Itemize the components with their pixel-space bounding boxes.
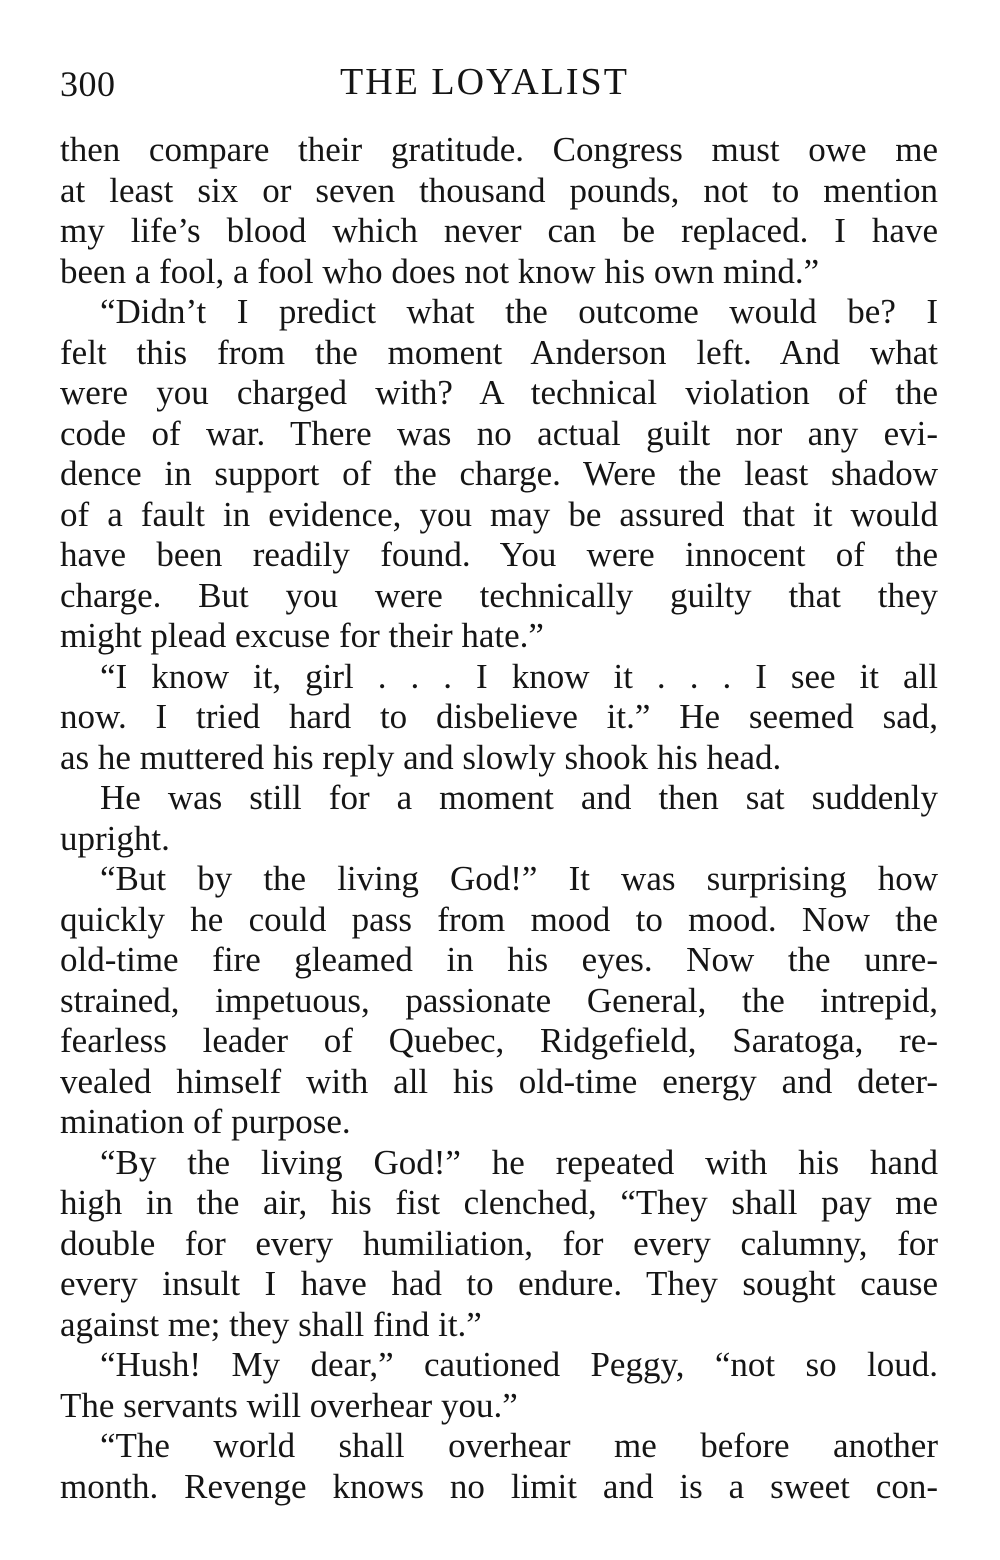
text-line: quickly he could pass from mood to mood. Now the	[60, 899, 938, 939]
text-line: of a fault in evidence, you may be assured that it would	[60, 494, 938, 534]
page-header	[60, 58, 938, 110]
text-line: my life’s blood which never can be replaced. I have	[60, 211, 938, 250]
text-line: against me; they shall find it.”	[60, 1304, 482, 1344]
text-line: “The world shall overhear me before another	[100, 1426, 938, 1465]
text-line: “Hush! My dear,” cautioned Peggy, “not so loud.	[100, 1345, 938, 1384]
text-line: fearless leader of Quebec, Ridgefield, Saratoga, re-	[60, 1021, 938, 1060]
text-line: He was still for a moment and then sat suddenly	[100, 778, 938, 817]
text-line: as he muttered his reply and slowly shook his head.	[60, 737, 782, 777]
text-line: month. Revenge knows no limit and is a sweet con-	[60, 1466, 938, 1506]
text-line: dence in support of the charge. Were the least shadow	[60, 454, 938, 493]
text-line: now. I tried hard to disbelieve it.” He seemed sad,	[60, 697, 938, 736]
text-line: “By the living God!” he repeated with his hand	[100, 1142, 938, 1182]
text-line: then compare their gratitude. Congress must owe me	[60, 130, 938, 169]
text-line: The servants will overhear you.”	[60, 1385, 518, 1425]
text-line: strained, impetuous, passionate General, the intrepid,	[60, 980, 938, 1020]
text-line: mination of purpose.	[60, 1102, 351, 1141]
text-line: “I know it, girl . . . I know it . . . I see it all	[100, 656, 938, 696]
text-line: felt this from the moment Anderson left. And what	[60, 332, 938, 372]
text-line: upright.	[60, 818, 170, 858]
text-line: charge. But you were technically guilty that they	[60, 575, 938, 615]
text-line: code of war. There was no actual guilt nor any evi-	[60, 413, 938, 453]
text-line: been a fool, a fool who does not know his own mind.”	[60, 251, 820, 291]
body-text	[60, 130, 938, 1507]
text-line: at least six or seven thousand pounds, not to mention	[60, 170, 938, 210]
page-number: 300	[60, 64, 116, 104]
text-line: “Didn’t I predict what the outcome would be? I	[100, 292, 938, 331]
text-line: might plead excuse for their hate.”	[60, 616, 544, 655]
text-line: vealed himself with all his old-time energy and deter-	[60, 1061, 938, 1101]
text-line: “But by the living God!” It was surprising how	[100, 859, 938, 898]
running-title: THE LOYALIST	[340, 61, 629, 103]
text-line: every insult I have had to endure. They sought cause	[60, 1264, 938, 1303]
text-line: high in the air, his fist clenched, “They shall pay me	[60, 1183, 938, 1222]
text-line: were you charged with? A technical violation of the	[60, 373, 938, 412]
text-line: double for every humiliation, for every calumny, for	[60, 1223, 938, 1263]
text-line: have been readily found. You were innocent of the	[60, 535, 938, 574]
text-line: old-time fire gleamed in his eyes. Now the unre-	[60, 940, 938, 979]
